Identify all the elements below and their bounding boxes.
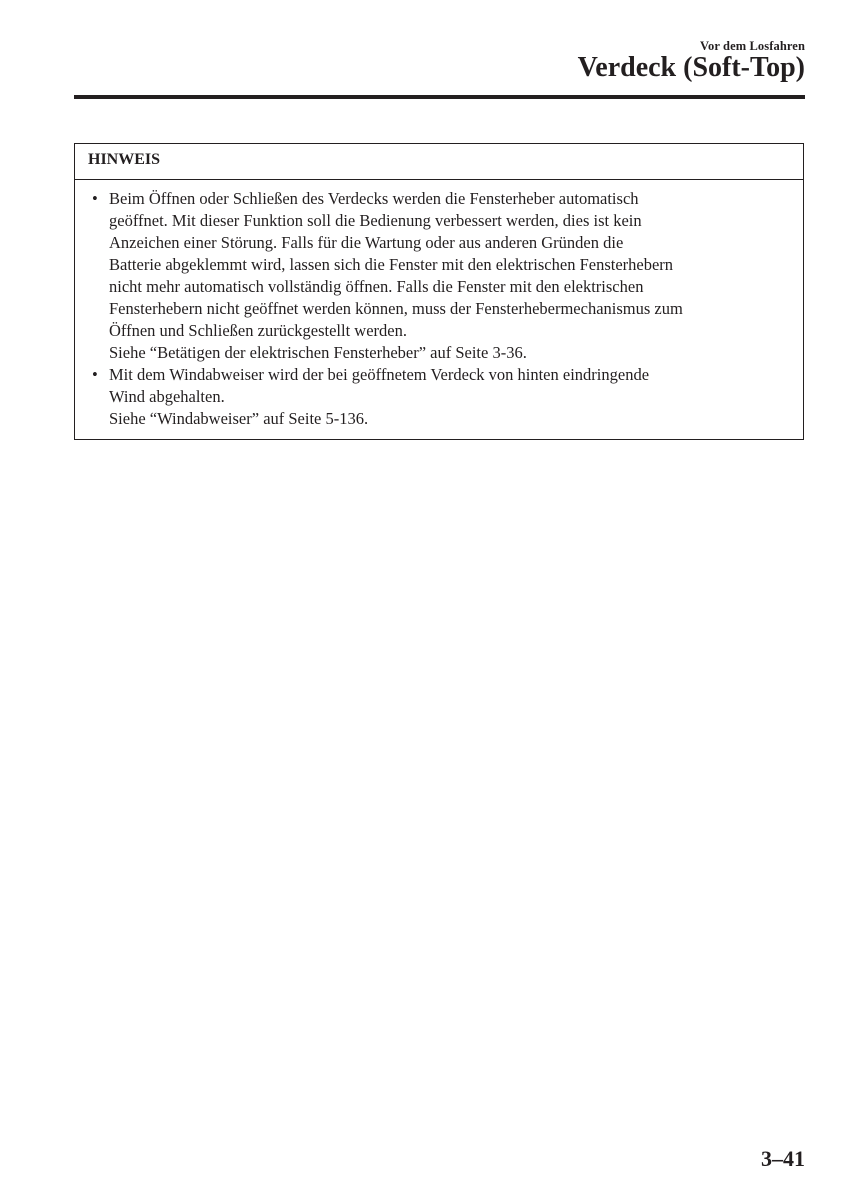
note-line: Beim Öffnen oder Schließen des Verdecks werden die Fensterheber automatisch [109, 188, 639, 208]
note-heading: HINWEIS [75, 144, 803, 180]
page-reference: Siehe “Betätigen der elektrischen Fensterheber” auf Seite 3-36. [109, 342, 527, 362]
bullet-icon: • [92, 188, 98, 208]
note-item [89, 364, 789, 430]
page-number: 3–41 [761, 1146, 805, 1171]
bullet-icon: • [92, 364, 98, 384]
note-line: Mit dem Windabweiser wird der bei geöffnetem Verdeck von hinten eindringende [109, 364, 650, 384]
note-line: Batterie abgeklemmt wird, lassen sich die Fenster mit den elektrischen Fensterhebern [109, 254, 674, 274]
page-reference: Siehe “Windabweiser” auf Seite 5-136. [109, 408, 369, 428]
note-body [75, 180, 803, 439]
title-rule [74, 95, 805, 99]
note-line: nicht mehr automatisch vollständig öffnen. Falls die Fenster mit den elektrischen [109, 276, 644, 296]
note-line: geöffnet. Mit dieser Funktion soll die Bedienung verbessert werden, dies ist kein [109, 210, 642, 230]
note-line: Fensterhebern nicht geöffnet werden können, muss der Fensterhebermechanismus zum [109, 298, 683, 318]
section-label: Vor dem Losfahren [700, 39, 805, 53]
note-item [89, 188, 789, 364]
note-line: Wind abgehalten. [109, 386, 225, 406]
note-line: Anzeichen einer Störung. Falls für die Wartung oder aus anderen Gründen die [109, 232, 624, 252]
note-box [74, 143, 804, 440]
page-title: Verdeck (Soft-Top) [577, 52, 805, 83]
note-line: Öffnen und Schließen zurückgestellt werden. [109, 320, 407, 340]
